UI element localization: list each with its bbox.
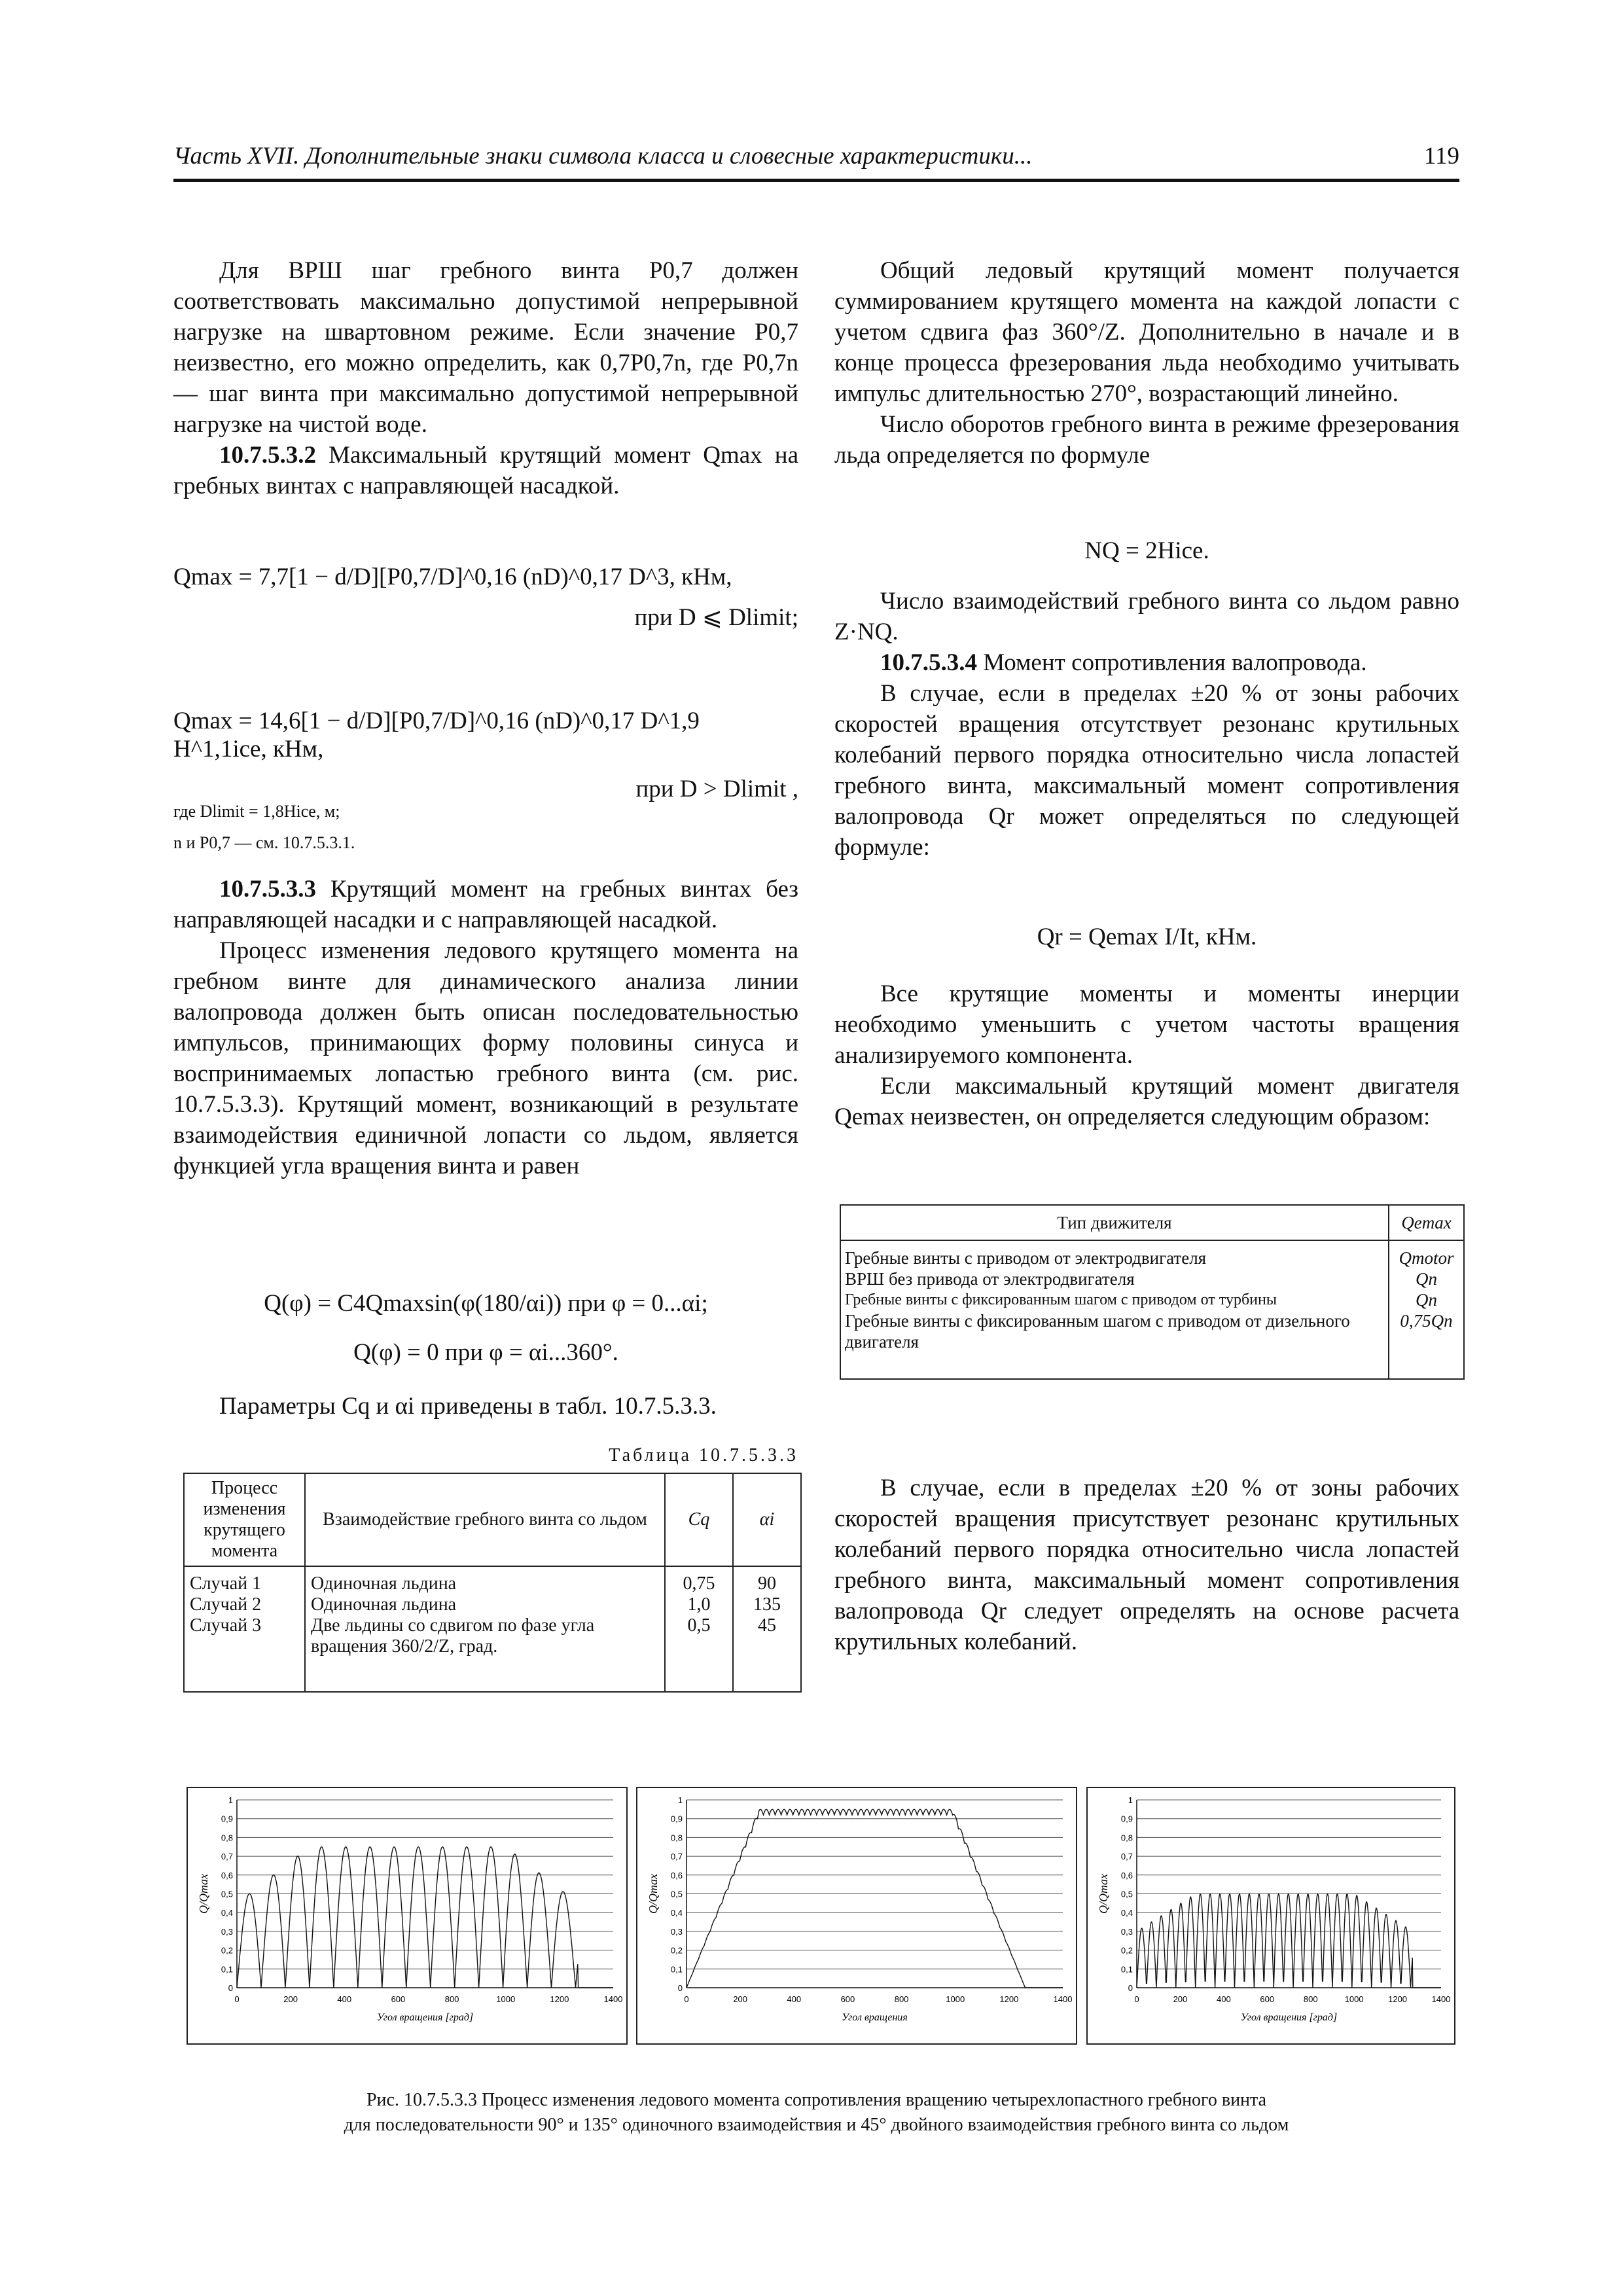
cq-1: 0,75 — [683, 1573, 715, 1594]
left-paragraph-1: Для ВРШ шаг гребного винта P0,7 должен соответствовать максимально допустимой непрерывной нагрузке на швартовном режиме. Если значение P0,7 неизвестно, его можно определить, как 0,7P0,7n, где P0,7n — шаг винта при максимально допустимой непрерывной нагрузке на чистой воде. — [173, 257, 798, 438]
section-number: 10.7.5.3.4 — [880, 649, 977, 676]
table-row — [184, 1566, 801, 1692]
y-tick-label: 0,4 — [1120, 1908, 1133, 1918]
formula-nq: NQ = 2Hice. — [1084, 537, 1209, 564]
table-header-row — [840, 1205, 1464, 1240]
interaction-1: Одиночная льдина — [311, 1573, 457, 1594]
section-text: Момент сопротивления валопровода. — [977, 649, 1367, 676]
table-header-row — [184, 1473, 801, 1566]
chart-2 — [637, 1788, 1076, 2043]
section-number: 10.7.5.3.2 — [219, 442, 316, 469]
figure-caption — [173, 2088, 1459, 2138]
section-10-7-5-3-4 — [834, 647, 1459, 678]
table-header-cq: Cq — [665, 1473, 733, 1566]
qemax-cell — [1389, 1240, 1464, 1379]
y-tick-label: 0,8 — [1120, 1833, 1133, 1843]
case-1: Случай 1 — [190, 1573, 262, 1594]
type-2: ВРШ без привода от электродвигателя — [845, 1269, 1135, 1289]
y-tick-label: 0,5 — [221, 1889, 233, 1899]
y-axis-label: Q/Qmax — [1097, 1874, 1110, 1914]
formula-notes — [173, 800, 798, 855]
torque-series-line — [687, 1809, 1063, 1988]
y-tick-label: 0,4 — [221, 1908, 233, 1918]
y-tick-label: 0,1 — [1120, 1964, 1133, 1975]
table-label: Таблица 10.7.5.3.3 — [609, 1445, 798, 1465]
caption-line-1: Рис. 10.7.5.3.3 Процесс изменения ледового момента сопротивления вращению четырехлопастного гребного винта — [366, 2090, 1267, 2110]
right-paragraph-3: Число взаимодействий гребного винта со льдом равно Z·NQ. — [834, 588, 1459, 645]
section-text: Крутящий момент на гребных винтах без направляющей насадки и с направляющей насадкой. — [173, 876, 798, 933]
x-tick-label: 1200 — [550, 1994, 569, 2004]
right-paragraph-8: В случае, если в пределах ±20 % от зоны рабочих скоростей вращения присутствует резонанс крутильных колебаний первого порядка относительно числа лопастей гребного винта, максимальный момент сопротивления валопровода Qr следует определять на основе расчета крутильных колебаний. — [834, 1475, 1459, 1655]
table-header-interaction: Взаимодействие гребного винта со льдом — [305, 1473, 665, 1566]
y-tick-label: 0,3 — [221, 1926, 233, 1937]
x-tick-label: 200 — [283, 1994, 298, 2004]
page-number: 119 — [1423, 143, 1459, 170]
y-tick-label: 0,7 — [670, 1852, 683, 1862]
cq-3: 0,5 — [687, 1615, 711, 1636]
formula-qr: Qr = Qemax I/It, кНм. — [1037, 924, 1257, 950]
y-tick-label: 0,2 — [670, 1945, 683, 1956]
right-column-lower — [834, 978, 1459, 1132]
x-tick-label: 1400 — [1053, 1994, 1073, 2004]
page-header — [173, 141, 1459, 182]
y-tick-label: 0 — [228, 1983, 233, 1993]
formula-condition: при D > Dlimit , — [635, 776, 798, 802]
params-paragraph — [173, 1391, 798, 1422]
caption-line-2: для последовательности 90° и 135° одиночного взаимодействия и 45° двойного взаимодействия гребного винта со льдом — [344, 2115, 1289, 2135]
alpha-cell — [733, 1566, 801, 1692]
x-axis-label: Угол вращения [град] — [376, 2012, 474, 2023]
case-2: Случай 2 — [190, 1594, 262, 1615]
right-paragraph-1: Общий ледовый крутящий момент получается суммированием крутящего момента на каждой лопасти с учетом сдвига фаз 360°/Z. Дополнительно в начале и в конце процесса фрезерования льда необходимо учитывать импульс длительностью 270°, возрастающий линейно. — [834, 257, 1459, 407]
formula-qmax-2 — [173, 707, 798, 803]
qemax-1: Qmotor — [1399, 1248, 1454, 1268]
x-tick-label: 1000 — [496, 1994, 516, 2004]
y-tick-label: 0,9 — [1120, 1814, 1133, 1824]
qemax-2: Qn — [1416, 1269, 1437, 1289]
x-tick-label: 1400 — [1431, 1994, 1451, 2004]
left-column-lower — [173, 874, 798, 1181]
y-tick-label: 0,7 — [1120, 1852, 1133, 1862]
y-tick-label: 1 — [1128, 1795, 1133, 1805]
formula-condition: при D ⩽ Dlimit; — [634, 604, 798, 631]
x-tick-label: 400 — [1217, 1994, 1231, 2004]
formula-q-phi-1: Q(φ) = C4Qmaxsin(φ(180/αi)) при φ = 0...αi; — [264, 1290, 708, 1317]
y-tick-label: 0,6 — [221, 1870, 233, 1880]
params-text: Параметры Cq и αi приведены в табл. 10.7.5.3.3. — [219, 1393, 717, 1420]
x-tick-label: 600 — [840, 1994, 855, 2004]
case-cell — [184, 1566, 305, 1692]
x-tick-label: 1200 — [1388, 1994, 1408, 2004]
y-tick-label: 0,4 — [670, 1908, 683, 1918]
section-text: Максимальный крутящий момент Qmax на гребных винтах с направляющей насадкой. — [173, 442, 798, 499]
running-title: Часть XVII. Дополнительные знаки символа класса и словесные характеристики... — [173, 143, 1033, 170]
x-axis-label: Угол вращения — [842, 2012, 908, 2023]
chart-2-panel — [636, 1787, 1077, 2045]
x-tick-label: 400 — [337, 1994, 352, 2004]
x-tick-label: 600 — [391, 1994, 406, 2004]
y-tick-label: 0 — [1128, 1983, 1133, 1993]
y-tick-label: 0,3 — [1120, 1926, 1133, 1937]
formula-q-phi-2: Q(φ) = 0 при φ = αi...360°. — [353, 1339, 618, 1366]
y-tick-label: 0,5 — [1120, 1889, 1133, 1899]
type-1: Гребные винты с приводом от электродвигателя — [845, 1248, 1207, 1268]
alpha-2: 135 — [753, 1594, 781, 1615]
type-cell — [840, 1240, 1389, 1379]
interaction-2: Одиночная льдина — [311, 1594, 457, 1615]
y-tick-label: 1 — [228, 1795, 233, 1805]
x-tick-label: 1000 — [1344, 1994, 1364, 2004]
left-column — [173, 255, 798, 501]
y-tick-label: 0,1 — [221, 1964, 233, 1975]
y-tick-label: 0,6 — [670, 1870, 683, 1880]
table-header-type: Тип движителя — [840, 1205, 1389, 1240]
case-3: Случай 3 — [190, 1615, 262, 1636]
chart-1 — [188, 1788, 626, 2043]
y-tick-label: 0 — [677, 1983, 683, 1993]
x-tick-label: 0 — [234, 1994, 240, 2004]
y-tick-label: 0,6 — [1120, 1870, 1133, 1880]
right-column — [834, 255, 1459, 471]
table-header-qemax: Qemax — [1389, 1205, 1464, 1240]
section-number: 10.7.5.3.3 — [219, 876, 316, 903]
x-tick-label: 200 — [1173, 1994, 1188, 2004]
chart-3 — [1088, 1788, 1454, 2043]
y-axis-label: Q/Qmax — [197, 1874, 210, 1914]
interaction-3: Две льдины со сдвигом по фазе угла вращения 360/2/Z, град. — [311, 1615, 595, 1657]
x-tick-label: 0 — [1134, 1994, 1139, 2004]
type-3: Гребные винты с фиксированным шагом с приводом от турбины — [845, 1291, 1277, 1308]
note-dlimit: где Dlimit = 1,8Hice, м; — [173, 802, 340, 821]
y-tick-label: 0,9 — [670, 1814, 683, 1824]
propulsion-table — [840, 1204, 1465, 1380]
alpha-3: 45 — [758, 1615, 776, 1636]
x-tick-label: 1000 — [946, 1994, 965, 2004]
x-tick-label: 600 — [1260, 1994, 1275, 2004]
x-tick-label: 800 — [444, 1994, 459, 2004]
formula-text: Qmax = 7,7[1 − d/D][P0,7/D]^0,16 (nD)^0,17 D^3, кНм, — [173, 564, 732, 590]
x-tick-label: 1400 — [603, 1994, 623, 2004]
section-10-7-5-3-2 — [173, 440, 798, 501]
y-tick-label: 1 — [677, 1795, 683, 1805]
y-tick-label: 0,7 — [221, 1852, 233, 1862]
left-paragraph-4: Процесс изменения ледового крутящего момента на гребном винте для динамического анализа линии валопровода должен быть описан последовательностью импульсов, принимающих форму половины синуса и воспринимаемых лопастью гребного винта (см. рис. 10.7.5.3.3). Крутящий момент, возникающий в результате взаимодействия единичной лопасти со льдом, является функцией угла вращения винта и равен — [173, 937, 798, 1179]
right-paragraph-2: Число оборотов гребного винта в режиме фрезерования льда определяется по формуле — [834, 411, 1459, 469]
x-axis-label: Угол вращения [град] — [1240, 2012, 1338, 2023]
parameters-table — [183, 1473, 802, 1693]
alpha-1: 90 — [758, 1573, 776, 1594]
chart-3-panel — [1086, 1787, 1455, 2045]
interaction-cell — [305, 1566, 665, 1692]
torque-series-line — [237, 1847, 613, 1988]
chart-1-panel — [187, 1787, 628, 2045]
x-tick-label: 800 — [1303, 1994, 1318, 2004]
y-tick-label: 0,2 — [221, 1945, 233, 1956]
qemax-3: Qn — [1416, 1290, 1437, 1310]
y-tick-label: 0,3 — [670, 1926, 683, 1937]
right-column-mid — [834, 586, 1459, 863]
y-tick-label: 0,2 — [1120, 1945, 1133, 1956]
formula-text: Qmax = 14,6[1 − d/D][P0,7/D]^0,16 (nD)^0,17 D^1,9 H^1,1ice, кНм, — [173, 708, 700, 762]
table-row — [840, 1240, 1464, 1379]
formula-qmax-1 — [173, 563, 798, 632]
torque-series-line — [1137, 1894, 1441, 1988]
y-tick-label: 0,8 — [670, 1833, 683, 1843]
type-4: Гребные винты с фиксированным шагом с приводом от дизельного двигателя — [845, 1311, 1350, 1352]
qemax-4: 0,75Qn — [1400, 1311, 1453, 1331]
right-paragraph-7: Если максимальный крутящий момент двигателя Qemax неизвестен, он определяется следующим образом: — [834, 1073, 1459, 1130]
x-tick-label: 800 — [894, 1994, 909, 2004]
y-tick-label: 0,5 — [670, 1889, 683, 1899]
y-tick-label: 0,8 — [221, 1833, 233, 1843]
note-n-p07: n и P0,7 — см. 10.7.5.3.1. — [173, 833, 355, 852]
x-tick-label: 400 — [787, 1994, 802, 2004]
x-tick-label: 1200 — [999, 1994, 1019, 2004]
right-column-final — [834, 1473, 1459, 1657]
y-tick-label: 0,1 — [670, 1964, 683, 1975]
table-header-alpha: αi — [733, 1473, 801, 1566]
cq-2: 1,0 — [687, 1594, 711, 1615]
cq-cell — [665, 1566, 733, 1692]
right-paragraph-5: В случае, если в пределах ±20 % от зоны рабочих скоростей вращения отсутствует резонанс крутильных колебаний первого порядка относительно числа лопастей гребного винта, максимальный момент сопротивления валопровода Qr может определяться по следующей формуле: — [834, 680, 1459, 861]
table-header-process: Процесс изменения крутящего момента — [184, 1473, 305, 1566]
x-tick-label: 0 — [684, 1994, 689, 2004]
x-tick-label: 200 — [733, 1994, 747, 2004]
y-axis-label: Q/Qmax — [647, 1874, 660, 1914]
right-paragraph-6: Все крутящие моменты и моменты инерции необходимо уменьшить с учетом частоты вращения анализируемого компонента. — [834, 980, 1459, 1069]
y-tick-label: 0,9 — [221, 1814, 233, 1824]
section-10-7-5-3-3 — [173, 874, 798, 935]
